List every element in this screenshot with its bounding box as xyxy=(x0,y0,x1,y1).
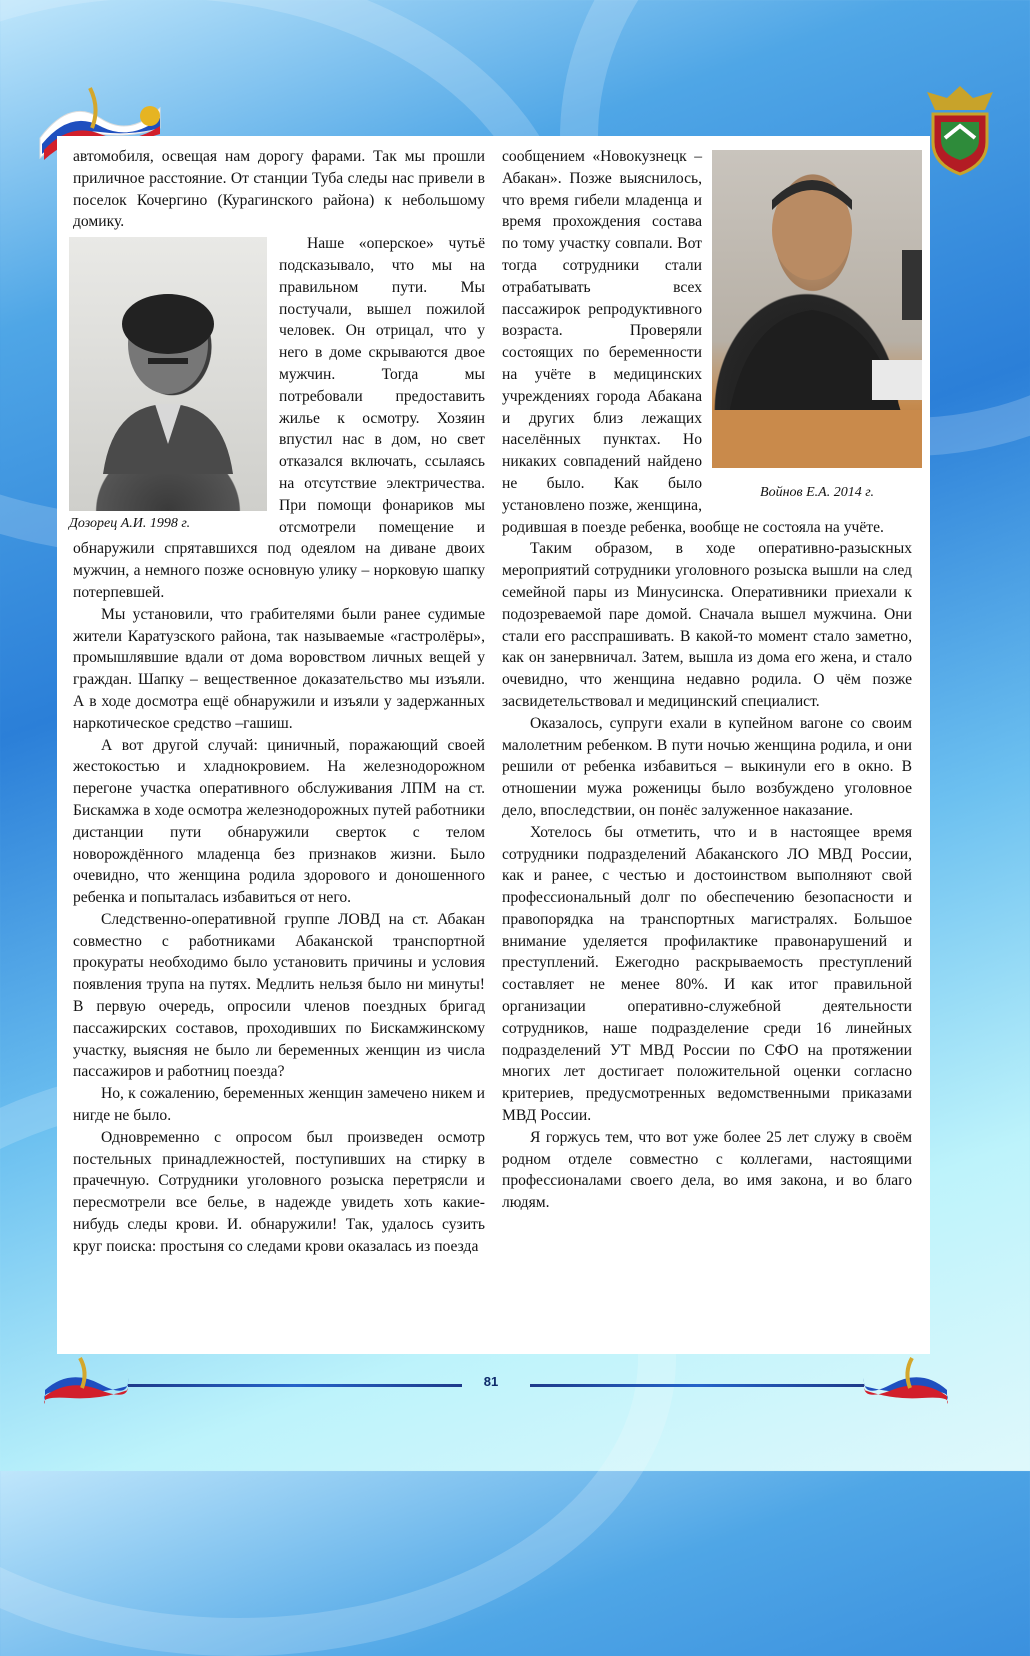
paragraph: Я горжусь тем, что вот уже более 25 лет служу в своём родном отделе совместно с коллегами, настоящими профессионалами своего дела, во имя закона, и во благо людям. xyxy=(502,1128,912,1212)
article-page xyxy=(57,136,930,1354)
paragraph: Таким образом, в ходе оперативно-разыскных мероприятий сотрудники уголовного розыска вышли на след семейной пары из Минусинска. Оперативники приехали к подозреваемой паре домой. Сначала вышел мужчина. Они стали его расспрашивать. В какой-то момент стало заметно, как он занервничал. Затем, вышла из дома его жена, и стало очевидно, что женщина недавно родила. О чём позже засвидетельствовал и медицинский специалист. xyxy=(502,540,912,710)
portrait-silhouette-icon xyxy=(712,150,922,468)
footer-divider-right xyxy=(530,1384,864,1387)
paragraph: автомобиля, освещая нам дорогу фарами. Так мы прошли приличное расстояние. От станции Туба следы нас привели в поселок Кочергино (Курагинского района) к небольшому домику. xyxy=(73,148,485,231)
portrait-image xyxy=(712,150,922,468)
paragraph: А вот другой случай: циничный, поражающий своей жестокостью и хладнокровием. На железнодорожном перегоне участка оперативного обслуживания ЛПМ на ст. Бискамжа в ходе осмотра железнодорожных путей работники дистанции пути обнаружили сверток с телом новорождённого младенца без признаков жизни. Было очевидно, что женщина родила здорового и доношенного ребенка и попыталась избавиться от него. xyxy=(73,736,485,907)
portrait-photo-dozorets xyxy=(69,237,267,533)
paragraph: Хотелось бы отметить, что и в настоящее время сотрудники подразделений Абаканского ЛО МВД России, как и ранее, с честью и достоинством выполняют свой профессиональный долг по обеспечению безопасности и правопорядка на транспортных магистралях. Большое внимание уделяется профилактике правонарушений и преступлений. Ежегодно раскрываемость преступлений составляет не менее 80%. И как итог правильной организации оперативно-служебной деятельности сотрудников, наше подразделение среди 16 линейных подразделений УТ МВД России по СФО на протяжении многих лет достигает положительной оценки согласно критериев, предусмотренных ведомственными приказами МВД России. xyxy=(502,823,912,1125)
paragraph: Оказалось, супруги ехали в купейном вагоне со своим малолетним ребенком. В пути ночью женщина родила, и они решили от ребенка избавиться – выкинули его в окно. В отношении мужа роженицы было возбуждено уголовное дело, впоследствии, он понёс залуженное наказание. xyxy=(502,714,912,819)
footer-divider-left xyxy=(128,1384,462,1387)
right-column xyxy=(502,146,912,1214)
flag-laurel-icon xyxy=(40,1354,130,1404)
paragraph: сообщением «Новокузнецк – Абакан». Позже выяснилось, что время гибели младенца и время прохождения состава по тому участку совпали. Вот тогда сотрудники стали отрабатывать всех пассажирок репродуктивного возраста. Проверяли состоящих по беременности на учёте в медицинских учреждениях города Абакана и других близ лежащих населённых пунктах. Но никаких совпадений найдено не было. Как было установлено позже, женщина, родившая в поезде ребенка, вообще не состояла на учёте. xyxy=(502,148,884,536)
left-column xyxy=(69,146,485,1258)
page-number: 81 xyxy=(483,1374,499,1389)
paragraph: Следственно-оперативной группе ЛОВД на ст. Абакан совместно с работниками Абаканской транспортной прокураты необходимо было установить причины и условия появления трупа на путях. Медлить нельзя было ни минуты! В первую очередь, опросили членов поездных бригад пассажирских составов, проходивших по Бискамжинскому участку, выясняя не было ли беременных женщин из числа пассажиров и работниц поезда? xyxy=(73,910,485,1081)
portrait-image xyxy=(69,237,267,511)
paragraph: Но, к сожалению, беременных женщин замечено никем и нигде не было. xyxy=(73,1085,485,1125)
flag-laurel-icon xyxy=(862,1354,952,1404)
portrait-photo-voynov xyxy=(712,150,922,516)
paragraph: Наше «оперское» чутьё подсказывало, что мы на правильном пути. Мы постучали, вышел пожилой человек. Он отрицал, что у него в доме скрываются двое мужчин. Тогда мы потребовали предоставить жилье к осмотру. Хозяин впустил нас в дом, но свет отказался включать, ссылаясь на отсутствие электричества. При помощи фонариков мы отсмотрели помещение и обнаружили спрятавшихся под одеялом на диване двоих мужчин, а немного позже основную улику – норковую шапку потерпевшей. xyxy=(73,235,485,601)
portrait-silhouette-icon xyxy=(93,274,243,474)
photo-caption: Войнов Е.А. 2014 г. xyxy=(760,485,874,500)
paragraph: Мы установили, что грабителями были ранее судимые жители Каратузского района, так называемые «гастролёры», промышлявшие вдали от дома воровством личных вещей у граждан. Шапку – вещественное доказательство мы изъяли. А в ходе досмотра ещё обнаружили и изъяли у задержанных наркотическое средство –гашиш. xyxy=(73,605,485,732)
photo-caption: Дозорец А.И. 1998 г. xyxy=(69,516,191,532)
paragraph: Одновременно с опросом был произведен осмотр постельных принадлежностей, поступивших на стирку в прачечную. Сотрудники уголовного розыска перетрясли и пересмотрели все белье, в надежде увидеть хоть какие-нибудь следы крови. И. обнаружили! Так, удалось сузить круг поиска: простыня со следами крови оказалась из поезда xyxy=(73,1128,485,1255)
